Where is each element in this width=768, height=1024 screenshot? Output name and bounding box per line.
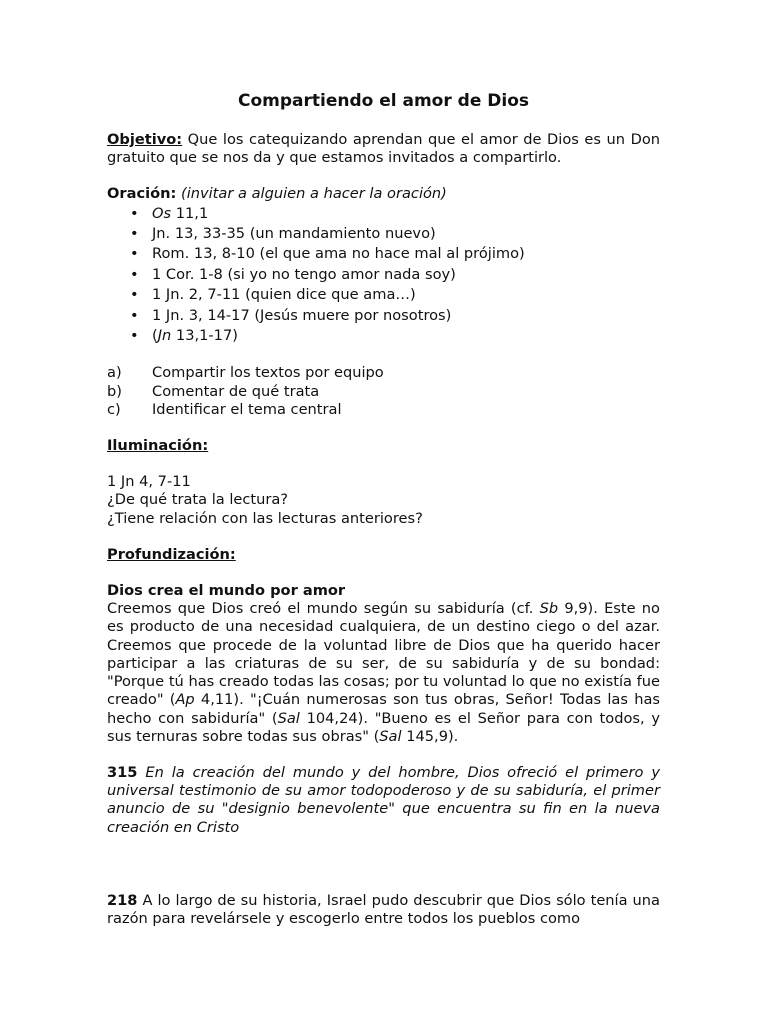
list-item: • Rom. 13, 8-10 (el que ama no hace mal al prójimo) [107,244,660,264]
section-subtitle: Dios crea el mundo por amor [107,582,346,600]
list-item: • 1 Cor. 1-8 (si yo no tengo amor nada soy) [107,265,660,285]
steps-list [107,364,660,419]
iluminacion-line: 1 Jn 4, 7-11 [107,473,191,491]
oracion-note: (invitar a alguien a hacer la oración) [176,185,447,203]
list-item: • (Jn 13,1-17) [107,326,660,346]
document-content [107,90,660,928]
iluminacion-line: ¿Tiene relación con las lecturas anteriores? [107,509,423,527]
catechism-315-paragraph: 315 En la creación del mundo y del hombre, Dios ofreció el primero y universal testimonio de su amor todopoderoso y de su sabiduría, el primer anuncio de su "designio benevolente" que encuentra su fin en la nueva creación en Cristo [107,763,660,836]
readings-list [107,204,660,347]
list-item: • Jn. 13, 33-35 (un mandamiento nuevo) [107,224,660,244]
iluminacion-line: ¿De qué trata la lectura? [107,491,289,509]
list-item: • 1 Jn. 2, 7-11 (quien dice que ama…) [107,285,660,305]
list-item: • Os 11,1 [107,204,660,224]
catechism-number: 315 [107,763,138,781]
list-item: b) Comentar de qué trata [107,382,320,400]
objetivo-label: Objetivo: [107,131,183,148]
iluminacion-heading: Iluminación: [107,437,209,455]
objetivo-text: Que los catequizando aprendan que el amor de Dios es un Don gratuito que se nos da y que estamos invitados a compartirlo. [107,131,660,167]
page-title: Compartiendo el amor de Dios [237,91,530,111]
list-item: c) Identificar el tema central [107,400,342,418]
oracion-label: Oración: [107,185,177,203]
profundizacion-heading: Profundización: [107,545,236,563]
list-item: a) Compartir los textos por equipo [107,364,384,382]
catechism-218-paragraph: 218 A lo largo de su historia, Israel pudo descubrir que Dios sólo tenía una razón para revelársele y escogerlo entre todos los pueblos como [107,891,660,927]
catechism-number: 218 [107,891,138,909]
oracion-heading [107,185,660,203]
creation-paragraph: Creemos que Dios creó el mundo según su sabiduría (cf. Sb 9,9). Este no es producto de una necesidad cualquiera, de un destino ciego o del azar. Creemos que procede de la voluntad libre de Dios que ha querido hacer participar a las criaturas de su ser, de su sabiduría y de su bondad: "Porque tú has creado todas las cosas; por tu voluntad lo que no existía fue creado" (Ap 4,11). "¡Cuán numerosas son tus obras, Señor! Todas las has hecho con sabiduría" (Sal 104,24). "Bueno es el Señor para con todos, y sus ternuras sobre todas sus obras" (Sal 145,9). [107,600,660,745]
list-item: • 1 Jn. 3, 14-17 (Jesús muere por nosotros) [107,306,660,326]
objetivo-paragraph [107,131,660,167]
